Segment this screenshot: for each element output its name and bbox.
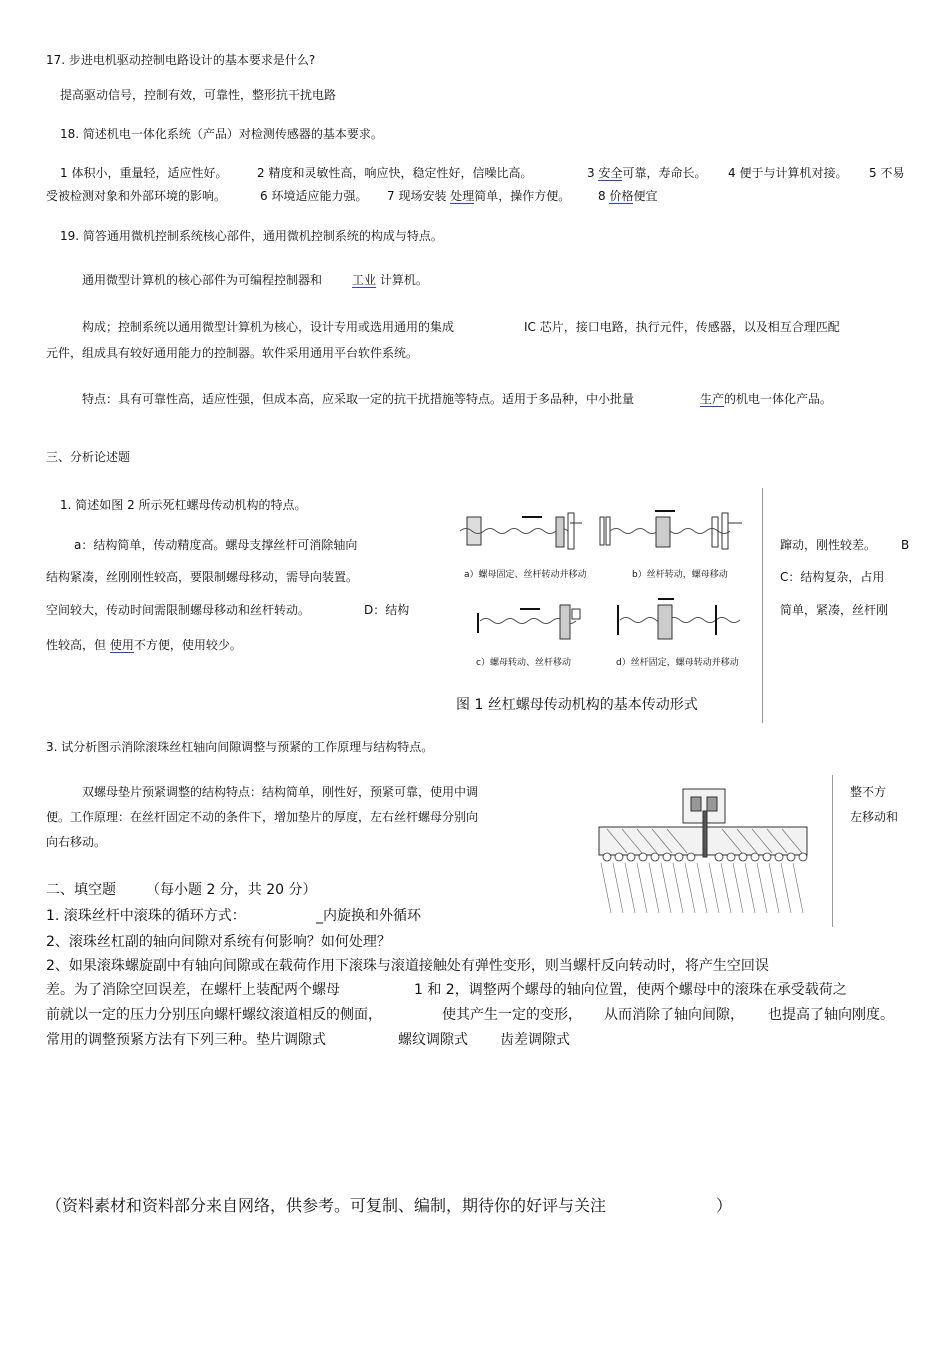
section3-l1-left: a：结构简单，传动精度高。螺母支撑丝杆可消除轴向 xyxy=(74,538,358,552)
q19-features xyxy=(82,392,832,406)
q18-line2-c-underlined: 处理 xyxy=(450,189,475,203)
q19-composition-b: IC 芯片，接口电路，执行元件，传感器，以及相互合理匹配 xyxy=(524,320,840,334)
section3-l2-right: C：结构复杂，占用 xyxy=(780,570,885,584)
q18-answer-2: 2 精度和灵敏性高，响应快，稳定性好，信噪比高。 xyxy=(257,166,533,180)
figure1-a xyxy=(460,513,582,549)
section2-title: 二、填空题 xyxy=(46,882,116,898)
q18-question: 18. 简述机电一体化系统（产品）对检测传感器的基本要求。 xyxy=(60,127,383,141)
section3-q3-p2-right: 左移动和 xyxy=(850,810,899,824)
section3-l4-post: 不方便，使用较少。 xyxy=(133,638,242,652)
section3-l4 xyxy=(46,638,242,652)
q18-answer-3-num: 3 xyxy=(587,166,595,180)
section3-l3-left: 空间较大，传动时间需限制螺母移动和丝杆转动。 xyxy=(46,603,311,617)
section3-l3-left-b: D：结构 xyxy=(364,603,410,617)
section2-answer-l2-b: 1 和 2，调整两个螺母的轴向位置，使两个螺母中的滚珠在承受载荷之 xyxy=(414,982,847,998)
q19-question: 19. 简答通用微机控制系统核心部件，通用微机控制系统的构成与特点。 xyxy=(60,229,443,243)
section3-l1-right-b: B xyxy=(901,538,910,552)
section2-note: （每小题 2 分，共 20 分） xyxy=(146,882,317,898)
footer-close: ） xyxy=(716,1196,733,1215)
figure2-diagram xyxy=(597,785,812,915)
section3-q3: 3. 试分析图示消除滚珠丝杠轴向间隙调整与预紧的工作原理与结构特点。 xyxy=(46,740,434,754)
section2-answer-l3-b: 使其产生一定的变形， xyxy=(442,1007,582,1023)
figure2-border xyxy=(832,775,833,927)
section2-q1: 1. 滚珠丝杆中滚珠的循环方式： xyxy=(46,908,246,924)
section2-q1-answer: _内旋换和外循环 xyxy=(316,908,421,924)
figure1-diagram xyxy=(460,505,760,665)
figure1-border xyxy=(762,488,763,723)
figure1-label-a: a）螺母固定、丝杆转动并移动 xyxy=(464,570,587,580)
q19-core xyxy=(82,273,428,287)
section3-l2-left: 结构紧凑，丝刚刚性较高，要限制螺母移动，需导向装置。 xyxy=(46,570,359,584)
q19-composition-a: 构成；控制系统以通用微型计算机为核心，设计专用或选用通用的集成 xyxy=(82,320,455,334)
q19-core-underlined: 工业 xyxy=(352,273,377,287)
section2-answer-l4-a: 常用的调整预紧方法有下列三种。垫片调隙式 xyxy=(46,1032,326,1048)
figure2-screw-threads xyxy=(601,863,803,913)
figure1-b xyxy=(600,511,742,549)
footer-note: （资料素材和资料部分来自网络，供参考。可复制、编制，期待你的好评与关注 xyxy=(46,1196,607,1215)
figure1-label-c: c）螺母转动、丝杆移动 xyxy=(476,658,571,668)
section3-l1-right: 蹿动，刚性较差。 xyxy=(780,538,877,552)
q19-core-post: 计算机。 xyxy=(379,273,428,287)
q19-composition-c: 元件，组成具有较好通用能力的控制器。软件采用通用平台软件系统。 xyxy=(46,346,419,360)
q17-question: 17. 步进电机驱动控制电路设计的基本要求是什么? xyxy=(46,53,316,67)
q18-line2-c-post: 简单，操作方便。 xyxy=(474,189,571,203)
section3-l4-underlined: 使用 xyxy=(109,638,134,652)
section2-answer-l3-d: 也提高了轴向刚度。 xyxy=(768,1007,894,1023)
section3-l3-right: 简单，紧凑，丝杆刚 xyxy=(780,603,889,617)
q18-line2-b: 6 环境适应能力强。 xyxy=(260,189,368,203)
q18-answer-3-rest: 可靠，寿命长。 xyxy=(622,166,707,180)
figure1-caption: 图 1 丝杠螺母传动机构的基本传动形式 xyxy=(456,697,698,713)
section2-q2: 2、滚珠丝杠副的轴向间隙对系统有何影响？如何处理？ xyxy=(46,934,391,950)
section2-answer-l3-a: 前就以一定的压力分别压向螺杆螺纹滚道相反的侧面， xyxy=(46,1007,382,1023)
figure1-label-b: b）丝杆转动，螺母移动 xyxy=(632,570,728,580)
q19-core-pre: 通用微型计算机的核心部件为可编程控制器和 xyxy=(82,273,323,287)
q18-line2-d-post: 便宜 xyxy=(633,189,658,203)
figure1-c xyxy=(478,605,580,639)
q18-line2-a: 受被检测对象和外部环境的影响。 xyxy=(46,189,227,203)
section2-answer-l4-c: 齿差调隙式 xyxy=(500,1032,570,1048)
section3-q3-p3: 向右移动。 xyxy=(46,835,107,849)
q18-line2-c xyxy=(387,189,570,203)
section2-answer-l1: 2、如果滚珠螺旋副中有轴向间隙或在载荷作用下滚珠与滚道接触处有弹性变形，则当螺杆反向转动时，将产生空回误 xyxy=(46,958,769,974)
q19-features-underlined: 生产 xyxy=(700,392,725,406)
section3-q1: 1. 简述如图 2 所示死杠螺母传动机构的特点。 xyxy=(60,498,307,512)
q19-features-post: 的机电一体化产品。 xyxy=(724,392,833,406)
q18-line2-d-pre: 8 xyxy=(598,189,606,203)
section3-q3-p1-right: 整不方 xyxy=(850,785,887,799)
figure1-label-d: d）丝杆固定，螺母转动并移动 xyxy=(616,658,739,668)
section3-title: 三、分析论述题 xyxy=(46,450,131,464)
section3-q3-p2: 便。工作原理：在丝杆固定不动的条件下，增加垫片的厚度，左右丝杆螺母分别向 xyxy=(46,810,479,824)
q17-answer: 提高驱动信号，控制有效，可靠性，整形抗干扰电路 xyxy=(60,88,337,102)
q18-answer-3-underlined: 安全 xyxy=(598,166,623,180)
q18-line2-d xyxy=(598,189,658,203)
section3-q3-p1: 双螺母垫片预紧调整的结构特点：结构简单，刚性好，预紧可靠，使用中调 xyxy=(82,785,479,799)
q18-answer-5: 5 不易 xyxy=(869,166,905,180)
q19-features-pre: 特点：具有可靠性高，适应性强，但成本高，应采取一定的抗干扰措施等特点。适用于多品种，中小批量 xyxy=(82,392,635,406)
q18-line2-c-pre: 7 现场安装 xyxy=(387,189,447,203)
q18-answer-3 xyxy=(587,166,707,180)
figure1-d xyxy=(618,599,740,639)
section3-l4-pre: 性较高，但 xyxy=(46,638,107,652)
q18-answer-4: 4 便于与计算机对接。 xyxy=(728,166,848,180)
section2-answer-l4-b: 螺纹调隙式 xyxy=(398,1032,468,1048)
section2-answer-l2-a: 差。为了消除空回误差，在螺杆上装配两个螺母 xyxy=(46,982,340,998)
q18-answer-1: 1 体积小，重量轻，适应性好。 xyxy=(60,166,228,180)
section2-answer-l3-c: 从而消除了轴向间隙， xyxy=(604,1007,744,1023)
q18-line2-d-underlined: 价格 xyxy=(609,189,634,203)
